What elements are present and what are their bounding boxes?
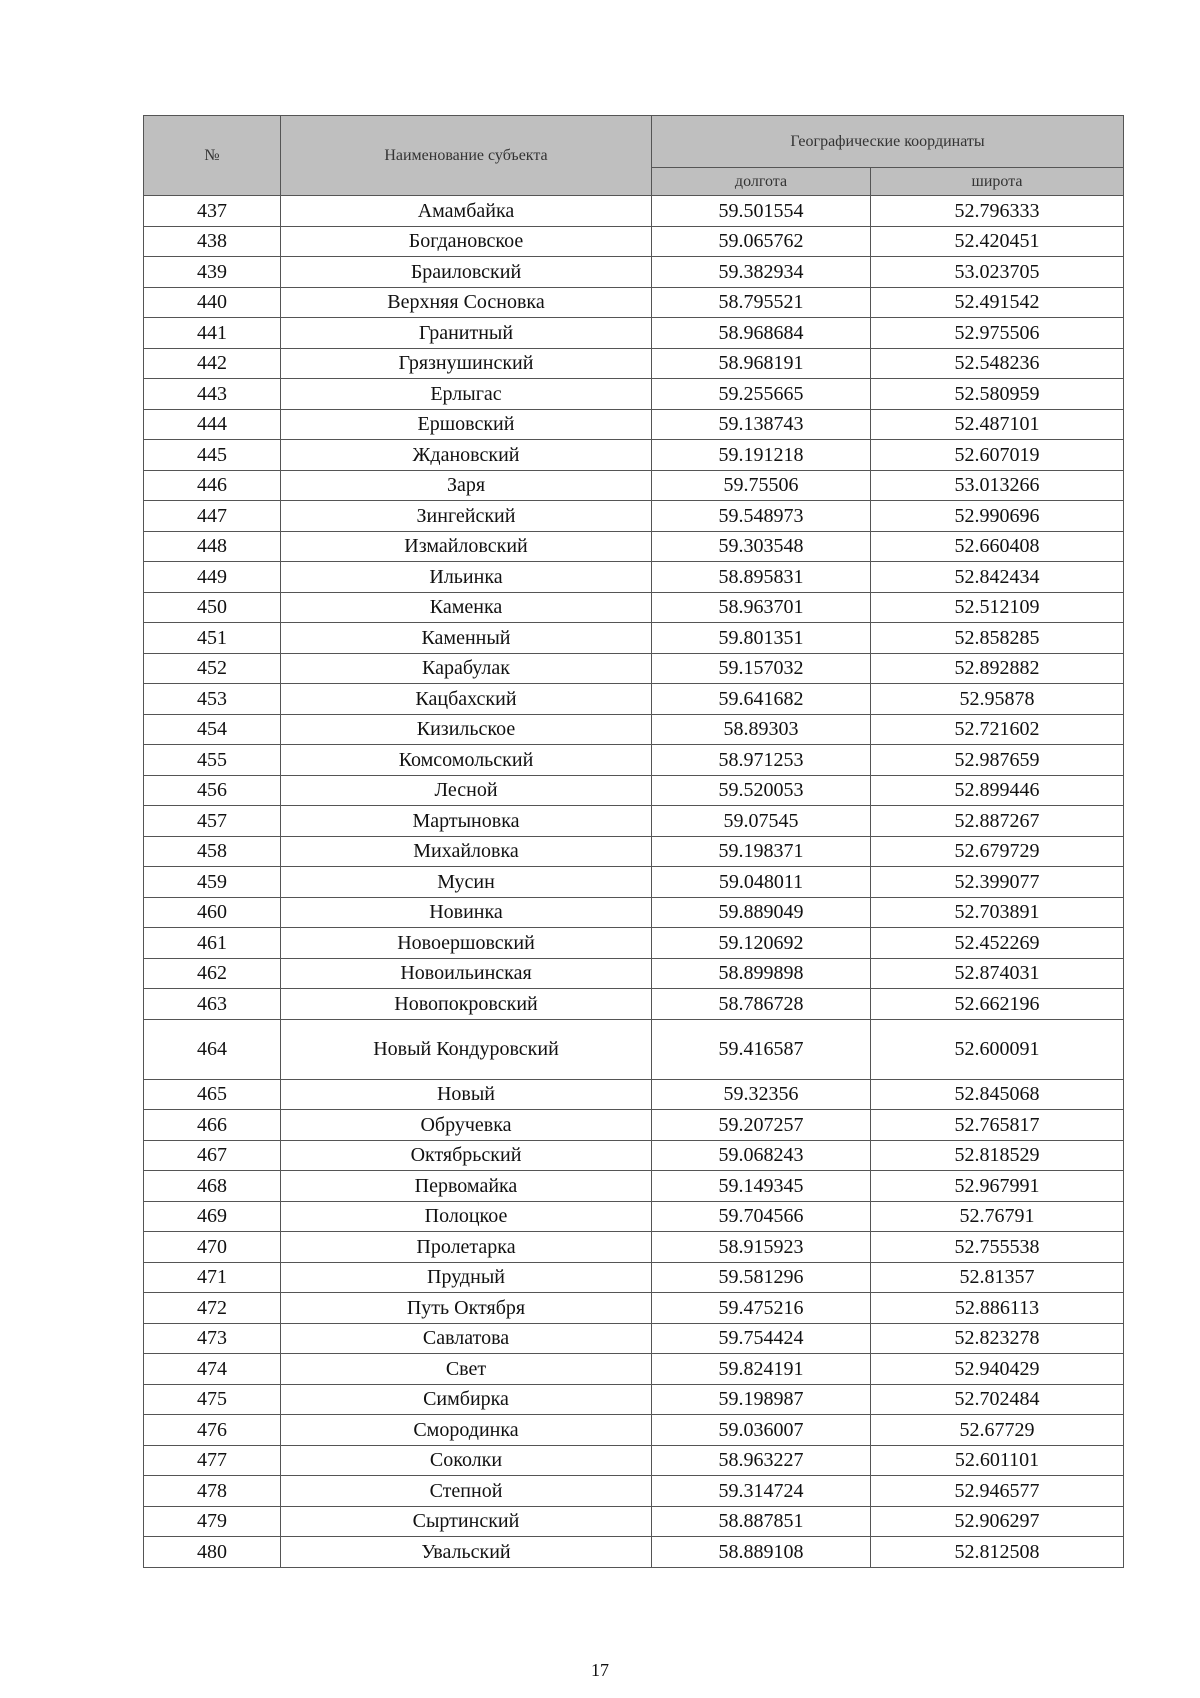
- cell-name: Первомайка: [281, 1171, 652, 1202]
- table-row: [144, 897, 1124, 928]
- table-row: [144, 1323, 1124, 1354]
- table-row: [144, 775, 1124, 806]
- cell-longitude: 59.198371: [652, 836, 871, 867]
- cell-number: 460: [144, 897, 281, 928]
- cell-latitude: 52.892882: [871, 653, 1124, 684]
- cell-latitude: 52.703891: [871, 897, 1124, 928]
- cell-longitude: 59.036007: [652, 1415, 871, 1446]
- cell-latitude: 52.95878: [871, 684, 1124, 715]
- cell-number: 438: [144, 226, 281, 257]
- cell-number: 459: [144, 867, 281, 898]
- cell-latitude: 52.420451: [871, 226, 1124, 257]
- table-row: [144, 1079, 1124, 1110]
- cell-latitude: 52.887267: [871, 806, 1124, 837]
- table-body: [144, 196, 1124, 1568]
- cell-longitude: 58.889108: [652, 1537, 871, 1568]
- table-row: [144, 470, 1124, 501]
- table-row: [144, 1140, 1124, 1171]
- cell-name: Ильинка: [281, 562, 652, 593]
- cell-longitude: 59.416587: [652, 1019, 871, 1079]
- cell-number: 464: [144, 1019, 281, 1079]
- header-longitude: долгота: [652, 168, 871, 196]
- cell-latitude: 52.491542: [871, 287, 1124, 318]
- cell-number: 458: [144, 836, 281, 867]
- cell-number: 453: [144, 684, 281, 715]
- table-row: [144, 196, 1124, 227]
- table-row: [144, 379, 1124, 410]
- cell-name: Ерлыгас: [281, 379, 652, 410]
- cell-latitude: 52.823278: [871, 1323, 1124, 1354]
- table-row: [144, 653, 1124, 684]
- header-latitude: широта: [871, 168, 1124, 196]
- cell-name: Богдановское: [281, 226, 652, 257]
- cell-latitude: 52.601101: [871, 1445, 1124, 1476]
- cell-name: Сыртинский: [281, 1506, 652, 1537]
- cell-name: Новопокровский: [281, 989, 652, 1020]
- cell-latitude: 52.874031: [871, 958, 1124, 989]
- cell-longitude: 59.255665: [652, 379, 871, 410]
- table-row: [144, 562, 1124, 593]
- cell-longitude: 59.303548: [652, 531, 871, 562]
- cell-longitude: 59.75506: [652, 470, 871, 501]
- cell-longitude: 59.048011: [652, 867, 871, 898]
- table-row: [144, 409, 1124, 440]
- cell-latitude: 52.755538: [871, 1232, 1124, 1263]
- table-row: [144, 257, 1124, 288]
- cell-latitude: 52.886113: [871, 1293, 1124, 1324]
- cell-name: Каменный: [281, 623, 652, 654]
- cell-name: Соколки: [281, 1445, 652, 1476]
- cell-name: Заря: [281, 470, 652, 501]
- cell-name: Браиловский: [281, 257, 652, 288]
- table-row: [144, 440, 1124, 471]
- cell-longitude: 59.32356: [652, 1079, 871, 1110]
- page-number: 17: [591, 1660, 609, 1680]
- table-row: [144, 1171, 1124, 1202]
- table-row: [144, 592, 1124, 623]
- cell-longitude: 58.971253: [652, 745, 871, 776]
- cell-number: 475: [144, 1384, 281, 1415]
- table-row: [144, 1232, 1124, 1263]
- cell-longitude: 59.548973: [652, 501, 871, 532]
- cell-name: Свет: [281, 1354, 652, 1385]
- cell-latitude: 52.765817: [871, 1110, 1124, 1141]
- header-number: №: [144, 116, 281, 196]
- cell-name: Ждановский: [281, 440, 652, 471]
- table-row: [144, 1262, 1124, 1293]
- cell-number: 473: [144, 1323, 281, 1354]
- cell-number: 440: [144, 287, 281, 318]
- cell-number: 467: [144, 1140, 281, 1171]
- cell-latitude: 52.81357: [871, 1262, 1124, 1293]
- cell-number: 451: [144, 623, 281, 654]
- table-row: [144, 623, 1124, 654]
- cell-number: 454: [144, 714, 281, 745]
- cell-number: 466: [144, 1110, 281, 1141]
- cell-name: Новый Кондуровский: [281, 1019, 652, 1079]
- table-row: [144, 1476, 1124, 1507]
- cell-longitude: 58.895831: [652, 562, 871, 593]
- table-row: [144, 806, 1124, 837]
- cell-name: Мартыновка: [281, 806, 652, 837]
- cell-latitude: 52.580959: [871, 379, 1124, 410]
- cell-longitude: 59.138743: [652, 409, 871, 440]
- cell-longitude: 59.198987: [652, 1384, 871, 1415]
- cell-latitude: 52.967991: [871, 1171, 1124, 1202]
- cell-number: 447: [144, 501, 281, 532]
- cell-number: 449: [144, 562, 281, 593]
- cell-longitude: 59.581296: [652, 1262, 871, 1293]
- cell-number: 480: [144, 1537, 281, 1568]
- cell-latitude: 53.013266: [871, 470, 1124, 501]
- cell-number: 465: [144, 1079, 281, 1110]
- cell-name: Кацбахский: [281, 684, 652, 715]
- cell-longitude: 58.89303: [652, 714, 871, 745]
- cell-longitude: 59.801351: [652, 623, 871, 654]
- cell-number: 444: [144, 409, 281, 440]
- cell-number: 474: [144, 1354, 281, 1385]
- cell-latitude: 52.607019: [871, 440, 1124, 471]
- cell-number: 441: [144, 318, 281, 349]
- cell-longitude: 59.120692: [652, 928, 871, 959]
- cell-name: Симбирка: [281, 1384, 652, 1415]
- cell-number: 478: [144, 1476, 281, 1507]
- table-row: [144, 1506, 1124, 1537]
- cell-longitude: 59.07545: [652, 806, 871, 837]
- cell-latitude: 52.512109: [871, 592, 1124, 623]
- cell-latitude: 52.548236: [871, 348, 1124, 379]
- table-row: [144, 1019, 1124, 1079]
- cell-name: Мусин: [281, 867, 652, 898]
- table-row: [144, 836, 1124, 867]
- cell-latitude: 52.987659: [871, 745, 1124, 776]
- cell-name: Смородинка: [281, 1415, 652, 1446]
- cell-longitude: 59.824191: [652, 1354, 871, 1385]
- cell-latitude: 52.702484: [871, 1384, 1124, 1415]
- cell-latitude: 52.679729: [871, 836, 1124, 867]
- cell-name: Карабулак: [281, 653, 652, 684]
- cell-latitude: 52.399077: [871, 867, 1124, 898]
- cell-longitude: 59.068243: [652, 1140, 871, 1171]
- cell-name: Грязнушинский: [281, 348, 652, 379]
- table-row: [144, 1384, 1124, 1415]
- cell-latitude: 52.662196: [871, 989, 1124, 1020]
- cell-latitude: 52.975506: [871, 318, 1124, 349]
- cell-name: Прудный: [281, 1262, 652, 1293]
- cell-latitude: 52.487101: [871, 409, 1124, 440]
- table-row: [144, 348, 1124, 379]
- cell-name: Обручевка: [281, 1110, 652, 1141]
- cell-name: Ершовский: [281, 409, 652, 440]
- cell-name: Новинка: [281, 897, 652, 928]
- cell-number: 443: [144, 379, 281, 410]
- cell-name: Гранитный: [281, 318, 652, 349]
- cell-name: Новоильинская: [281, 958, 652, 989]
- cell-longitude: 59.704566: [652, 1201, 871, 1232]
- cell-longitude: 59.382934: [652, 257, 871, 288]
- cell-longitude: 58.968191: [652, 348, 871, 379]
- cell-name: Каменка: [281, 592, 652, 623]
- table-row: [144, 226, 1124, 257]
- cell-longitude: 58.963227: [652, 1445, 871, 1476]
- cell-longitude: 59.207257: [652, 1110, 871, 1141]
- cell-latitude: 52.899446: [871, 775, 1124, 806]
- table-row: [144, 287, 1124, 318]
- cell-number: 462: [144, 958, 281, 989]
- cell-number: 472: [144, 1293, 281, 1324]
- cell-latitude: 52.990696: [871, 501, 1124, 532]
- table-row: [144, 1415, 1124, 1446]
- cell-number: 456: [144, 775, 281, 806]
- cell-latitude: 52.721602: [871, 714, 1124, 745]
- cell-latitude: 52.76791: [871, 1201, 1124, 1232]
- cell-longitude: 58.887851: [652, 1506, 871, 1537]
- cell-name: Степной: [281, 1476, 652, 1507]
- cell-latitude: 52.452269: [871, 928, 1124, 959]
- cell-latitude: 52.660408: [871, 531, 1124, 562]
- cell-number: 471: [144, 1262, 281, 1293]
- table-row: [144, 1445, 1124, 1476]
- cell-longitude: 58.915923: [652, 1232, 871, 1263]
- cell-latitude: 52.600091: [871, 1019, 1124, 1079]
- table-row: [144, 745, 1124, 776]
- cell-latitude: 52.812508: [871, 1537, 1124, 1568]
- cell-longitude: 58.795521: [652, 287, 871, 318]
- header-coordinates: Географические координаты: [652, 116, 1124, 168]
- cell-number: 452: [144, 653, 281, 684]
- cell-name: Амамбайка: [281, 196, 652, 227]
- cell-name: Октябрьский: [281, 1140, 652, 1171]
- cell-longitude: 59.641682: [652, 684, 871, 715]
- coordinates-table: [143, 115, 1124, 1568]
- cell-latitude: 52.818529: [871, 1140, 1124, 1171]
- table-row: [144, 1354, 1124, 1385]
- cell-longitude: 59.149345: [652, 1171, 871, 1202]
- cell-number: 470: [144, 1232, 281, 1263]
- table-row: [144, 867, 1124, 898]
- cell-longitude: 59.314724: [652, 1476, 871, 1507]
- cell-name: Увальский: [281, 1537, 652, 1568]
- cell-longitude: 59.157032: [652, 653, 871, 684]
- cell-latitude: 52.796333: [871, 196, 1124, 227]
- cell-name: Измайловский: [281, 531, 652, 562]
- cell-number: 439: [144, 257, 281, 288]
- cell-latitude: 52.906297: [871, 1506, 1124, 1537]
- cell-longitude: 59.889049: [652, 897, 871, 928]
- cell-name: Верхняя Сосновка: [281, 287, 652, 318]
- cell-number: 450: [144, 592, 281, 623]
- cell-number: 479: [144, 1506, 281, 1537]
- cell-latitude: 52.842434: [871, 562, 1124, 593]
- cell-number: 477: [144, 1445, 281, 1476]
- header-name: Наименование субъекта: [281, 116, 652, 196]
- table-row: [144, 318, 1124, 349]
- cell-number: 468: [144, 1171, 281, 1202]
- table-row: [144, 531, 1124, 562]
- cell-name: Кизильское: [281, 714, 652, 745]
- cell-latitude: 52.858285: [871, 623, 1124, 654]
- cell-name: Новый: [281, 1079, 652, 1110]
- cell-name: Комсомольский: [281, 745, 652, 776]
- cell-name: Путь Октября: [281, 1293, 652, 1324]
- cell-name: Савлатова: [281, 1323, 652, 1354]
- cell-longitude: 58.899898: [652, 958, 871, 989]
- cell-name: Лесной: [281, 775, 652, 806]
- table-row: [144, 684, 1124, 715]
- cell-longitude: 59.754424: [652, 1323, 871, 1354]
- cell-number: 442: [144, 348, 281, 379]
- table-row: [144, 501, 1124, 532]
- table-row: [144, 1537, 1124, 1568]
- cell-number: 448: [144, 531, 281, 562]
- cell-longitude: 58.968684: [652, 318, 871, 349]
- cell-name: Полоцкое: [281, 1201, 652, 1232]
- table-row: [144, 714, 1124, 745]
- table-row: [144, 1110, 1124, 1141]
- cell-latitude: 52.67729: [871, 1415, 1124, 1446]
- table-row: [144, 958, 1124, 989]
- table-row: [144, 989, 1124, 1020]
- cell-latitude: 52.940429: [871, 1354, 1124, 1385]
- cell-number: 455: [144, 745, 281, 776]
- cell-longitude: 59.501554: [652, 196, 871, 227]
- cell-name: Пролетарка: [281, 1232, 652, 1263]
- cell-longitude: 59.065762: [652, 226, 871, 257]
- cell-longitude: 59.520053: [652, 775, 871, 806]
- cell-number: 463: [144, 989, 281, 1020]
- cell-number: 445: [144, 440, 281, 471]
- cell-longitude: 58.963701: [652, 592, 871, 623]
- cell-name: Новоершовский: [281, 928, 652, 959]
- cell-longitude: 59.475216: [652, 1293, 871, 1324]
- cell-number: 437: [144, 196, 281, 227]
- cell-latitude: 52.946577: [871, 1476, 1124, 1507]
- cell-name: Зингейский: [281, 501, 652, 532]
- table-row: [144, 1201, 1124, 1232]
- cell-name: Михайловка: [281, 836, 652, 867]
- cell-latitude: 53.023705: [871, 257, 1124, 288]
- table-row: [144, 928, 1124, 959]
- cell-latitude: 52.845068: [871, 1079, 1124, 1110]
- table-row: [144, 1293, 1124, 1324]
- cell-longitude: 58.786728: [652, 989, 871, 1020]
- cell-number: 446: [144, 470, 281, 501]
- cell-number: 476: [144, 1415, 281, 1446]
- cell-number: 469: [144, 1201, 281, 1232]
- table-header: [144, 116, 1124, 196]
- cell-number: 461: [144, 928, 281, 959]
- cell-number: 457: [144, 806, 281, 837]
- cell-longitude: 59.191218: [652, 440, 871, 471]
